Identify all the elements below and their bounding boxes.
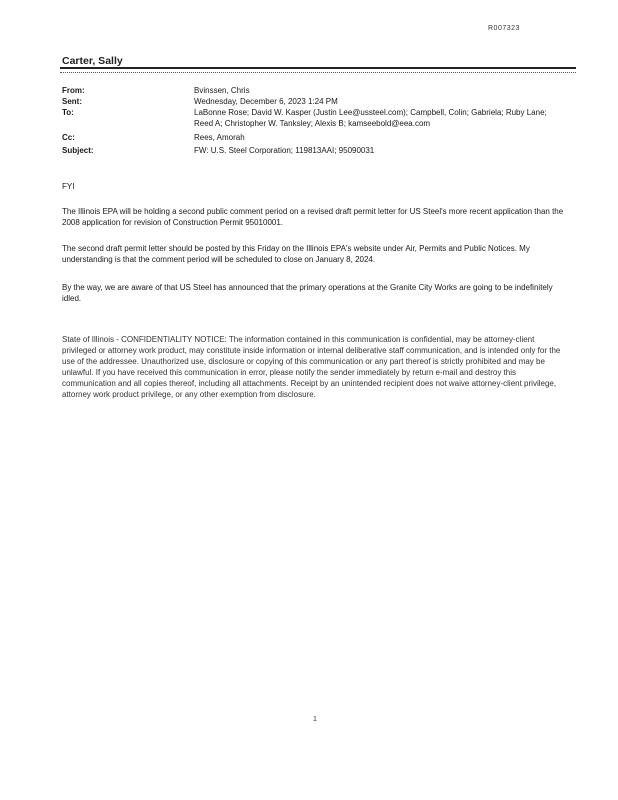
subject-label: Subject: <box>62 146 94 155</box>
cc-value: Rees, Amorah <box>194 133 245 142</box>
sent-label: Sent: <box>62 97 82 106</box>
body-paragraph-2: The second draft permit letter should be posted by this Friday on the Illinois EPA's website under Air, Permits and Public Notices. My understanding is that the comment period will be scheduled to close on January 8, 2024. <box>62 244 530 264</box>
sender-name-heading: Carter, Sally <box>62 55 123 67</box>
subject-value: FW: U.S. Steel Corporation; 119813AAI; 95090031 <box>194 146 375 155</box>
page-number: 1 <box>313 716 317 723</box>
greeting: FYI <box>62 182 75 191</box>
cc-label: Cc: <box>62 133 75 142</box>
body-paragraph-3: By the way, we are aware of that US Steel has announced that the primary operations at the Granite City Works are going to be indefinitely idled. <box>62 283 553 303</box>
to-label: To: <box>62 108 74 117</box>
sent-value: Wednesday, December 6, 2023 1:24 PM <box>194 97 338 106</box>
from-label: From: <box>62 86 85 95</box>
from-value: Bvinssen, Chris <box>194 86 250 95</box>
body-paragraph-1: The Illinois EPA will be holding a second public comment period on a revised draft permit letter for US Steel's more recent application than the 2008 application for revision of Construction Permit 95010001. <box>62 207 564 227</box>
confidentiality-notice: State of Illinois - CONFIDENTIALITY NOTICE: The information contained in this communication is confidential, may be attorney-client privileged or attorney work product, may constitute inside information or internal deliberative staff communication, and is intended only for the use of the addressee. Unauthorized use, disclosure or copying of this communication or any part thereof is strictly prohibited and may be unlawful. If you have received this communication in error, please notify the sender immediately by return e-mail and destroy this communication and all copies thereof, including all attachments. Receipt by an unintended recipient does not waive attorney-client privilege, attorney work product privilege, or any other exemption from disclosure. <box>62 335 561 399</box>
bates-number: R007323 <box>488 25 520 32</box>
to-value: LaBonne Rose; David W. Kasper (Justin Lee@ussteel.com); Campbell, Colin; Gabriela; Ruby Lane; Reed A; Christopher W. Tanksley; Alexis B; kamseebold@eea.com <box>194 108 547 128</box>
header-divider <box>60 67 576 73</box>
